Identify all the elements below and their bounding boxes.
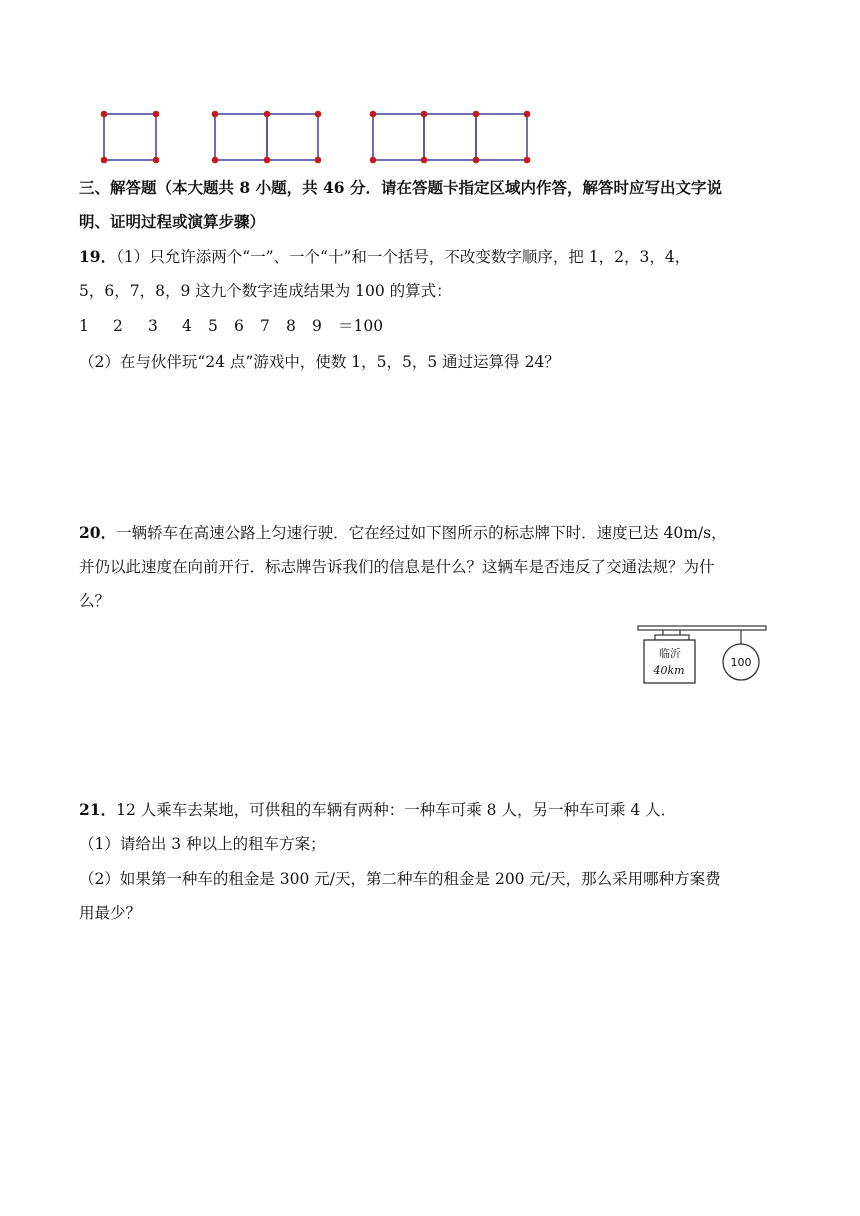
q20-line3: 么？ [79, 592, 111, 610]
seq-digit: 3 [148, 317, 158, 335]
sign-distance: 40km [653, 664, 685, 677]
seq-digit: 6 [234, 317, 244, 335]
seq-digit: 7 [260, 317, 270, 335]
q20-line1 [79, 520, 727, 546]
q20-line2: 并仍以此速度在向前开行．标志牌告诉我们的信息是什么？这辆车是否违反了交通法规？为什 [79, 558, 715, 576]
sign-beam [638, 626, 766, 630]
matchstick-squares-figure [90, 104, 540, 168]
q19-part1-text: （1）只允许添两个“一”、一个“十”和一个括号，不改变数字顺序，把 1，2，3，4， [116, 248, 691, 266]
section-title-line2: 明、证明过程或演算步骤） [79, 212, 266, 231]
q21-part2-line1: （2）如果第一种车的租金是 300 元/天，第二种车的租金是 200 元/天，那么采用哪种方案费 [79, 870, 721, 888]
seq-digit: 4 [182, 317, 192, 335]
q19-part1-line2: 5，6，7，8，9 这九个数字连成结果为 100 的算式： [79, 282, 452, 300]
seq-digit: 5 [208, 317, 218, 335]
road-sign-figure [636, 622, 772, 688]
three-squares-figure [373, 114, 527, 160]
section-title-line1: 三、解答题（本大题共 8 小题，共 46 分．请在答题卡指定区域内作答，解答时应写出文字说 [79, 178, 722, 197]
q20-text: 一辆轿车在高速公路上匀速行驶．它在经过如下图所示的标志牌下时．速度已达 40m/s， [116, 524, 727, 542]
q19-number: 19． [79, 247, 117, 266]
q21-number: 21． [79, 800, 117, 819]
seq-digit: 2 [113, 317, 123, 335]
q19-part1-line1 [79, 244, 690, 270]
one-square-figure [104, 114, 156, 160]
q21-text: 12 人乘车去某地，可供租的车辆有两种：一种车可乘 8 人，另一种车可乘 4 人． [116, 801, 677, 819]
seq-digit: 1 [79, 317, 89, 335]
q21-part2-line2: 用最少？ [79, 904, 142, 922]
sign-place-name: 临沂 [659, 647, 681, 660]
q21-part1: （1）请给出 3 种以上的租车方案； [79, 835, 326, 853]
two-squares-figure [215, 114, 318, 160]
vertex-dots [101, 111, 531, 164]
speed-limit-value: 100 [730, 656, 752, 669]
q20-number: 20． [79, 523, 117, 542]
seq-digit: 8 [286, 317, 296, 335]
seq-result: ＝100 [338, 317, 384, 335]
q21-line1 [79, 797, 676, 823]
seq-digit: 9 [312, 317, 322, 335]
q19-part2: （2）在与伙伴玩“24 点”游戏中，使数 1，5，5，5 通过运算得 24？ [79, 353, 560, 371]
